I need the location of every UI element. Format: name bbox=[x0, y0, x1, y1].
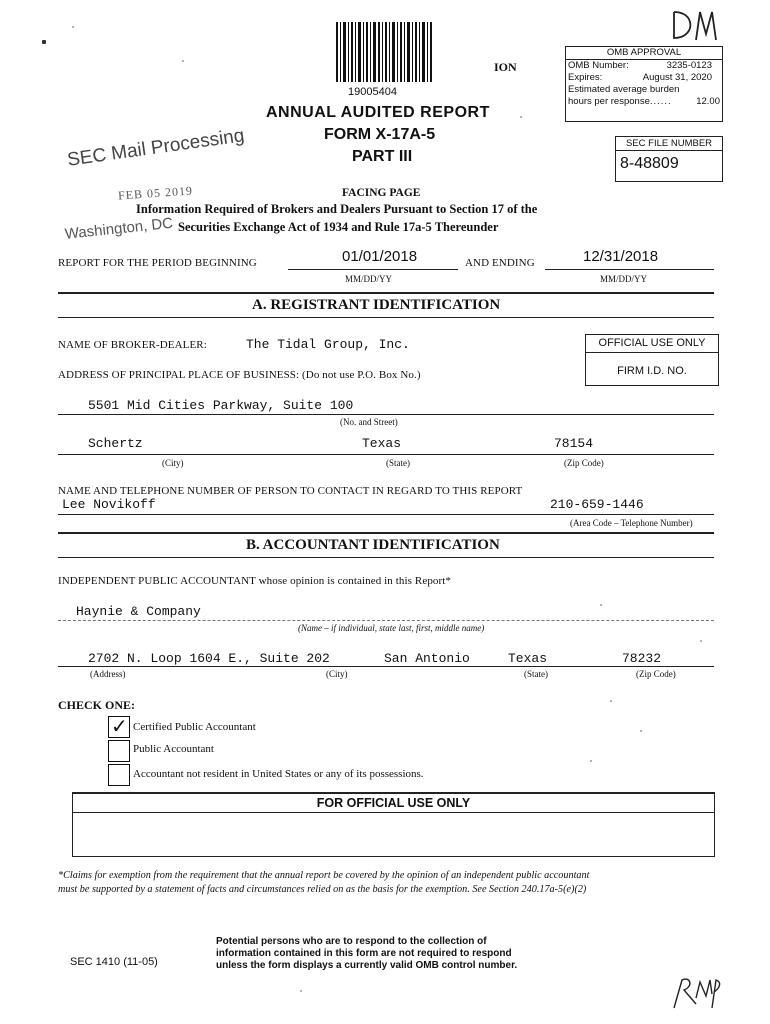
initials-signature-bottom bbox=[668, 968, 726, 1014]
mail-processing-stamp: SEC Mail Processing bbox=[66, 125, 246, 171]
accountant-name-value[interactable]: Haynie & Company bbox=[76, 604, 201, 619]
accountant-label: INDEPENDENT PUBLIC ACCOUNTANT whose opinion is contained in this Report* bbox=[58, 575, 452, 587]
phone-hint: (Area Code – Telephone Number) bbox=[570, 518, 693, 528]
accountant-state-value[interactable]: Texas bbox=[508, 651, 548, 666]
official-use-label: OFFICIAL USE ONLY bbox=[586, 335, 718, 353]
omb-notice-line2: information contained in this form are not required to respond bbox=[216, 948, 512, 959]
footnote-line1: *Claims for exemption from the requirement that the annual report be covered by the opinion of an independent public accountant bbox=[58, 870, 590, 881]
omb-number-value: 3235-0123 bbox=[666, 60, 712, 71]
omb-burden-line1: Estimated average burden bbox=[568, 84, 680, 95]
omb-approval-box: OMB APPROVAL OMB Number: 3235-0123 Expires: August 31, 2020 Estimated average burden hours per response...... 12.00 bbox=[565, 46, 723, 122]
accountant-city-value[interactable]: San Antonio bbox=[384, 651, 470, 666]
street-hint: (No. and Street) bbox=[340, 417, 398, 427]
footnote-line2: must be supported by a statement of facts and circumstances relied on as the basis for the exemption. See Section 240.17a-5(e)(2) bbox=[58, 884, 587, 895]
state-hint: (State) bbox=[386, 458, 410, 468]
option-certified-public-accountant: Certified Public Accountant bbox=[133, 721, 256, 733]
form-part: PART III bbox=[352, 148, 413, 165]
omb-burden-line2: hours per response bbox=[568, 96, 650, 107]
omb-notice-line1: Potential persons who are to respond to the collection of bbox=[216, 936, 487, 947]
omb-expires-label: Expires: bbox=[568, 72, 603, 83]
section-a-title: A. REGISTRANT IDENTIFICATION bbox=[252, 297, 501, 313]
city-hint: (City) bbox=[162, 458, 184, 468]
accountant-address-hint: (Address) bbox=[90, 669, 126, 679]
contact-name-value[interactable]: Lee Novikoff bbox=[62, 497, 156, 512]
ion-fragment: ION bbox=[494, 60, 517, 74]
omb-title: OMB APPROVAL bbox=[566, 47, 722, 60]
period-begin-hint: MM/DD/YY bbox=[345, 274, 393, 284]
handwritten-initials-bottom bbox=[668, 968, 726, 1019]
sec-file-label: SEC FILE NUMBER bbox=[616, 137, 722, 151]
period-begin-value[interactable]: 01/01/2018 bbox=[342, 248, 418, 265]
barcode bbox=[336, 22, 434, 82]
city-value[interactable]: Schertz bbox=[88, 436, 143, 451]
contact-phone-value[interactable]: 210-659-1446 bbox=[550, 497, 644, 512]
accountant-zip-hint: (Zip Code) bbox=[636, 669, 676, 679]
zip-value[interactable]: 78154 bbox=[554, 436, 594, 451]
checkbox-public-accountant[interactable] bbox=[108, 740, 130, 762]
omb-burden-value: 12.00 bbox=[696, 96, 720, 107]
check-one-label: CHECK ONE: bbox=[58, 698, 136, 712]
official-use-only-box bbox=[585, 334, 719, 386]
barcode-number: 19005404 bbox=[348, 86, 397, 98]
accountant-zip-value[interactable]: 78232 bbox=[622, 651, 662, 666]
zip-hint: (Zip Code) bbox=[564, 458, 604, 468]
omb-number-label: OMB Number: bbox=[568, 60, 629, 71]
sec-file-number-box bbox=[615, 136, 723, 182]
form-id: SEC 1410 (11-05) bbox=[70, 956, 158, 968]
state-value[interactable]: Texas bbox=[362, 436, 402, 451]
omb-expires-value: August 31, 2020 bbox=[642, 72, 712, 83]
accountant-address-value[interactable]: 2702 N. Loop 1604 E., Suite 202 bbox=[88, 651, 330, 666]
accountant-city-hint: (City) bbox=[326, 669, 348, 679]
firm-id-label: FIRM I.D. NO. bbox=[617, 365, 687, 377]
option-nonresident-accountant: Accountant not resident in United States or any of its possessions. bbox=[133, 768, 424, 780]
barcode-graphic bbox=[336, 22, 434, 82]
form-title: FORM X-17A-5 bbox=[324, 126, 436, 143]
contact-label: NAME AND TELEPHONE NUMBER OF PERSON TO CONTACT IN REGARD TO THIS REPORT bbox=[58, 485, 523, 497]
accountant-state-hint: (State) bbox=[524, 669, 548, 679]
omb-notice-line3: unless the form displays a currently valid OMB control number. bbox=[216, 960, 518, 971]
checkbox-nonresident-accountant[interactable] bbox=[108, 764, 130, 786]
facing-line1: Information Required of Brokers and Dealers Pursuant to Section 17 of the bbox=[136, 202, 538, 216]
period-end-hint: MM/DD/YY bbox=[600, 274, 648, 284]
broker-name-label: NAME OF BROKER-DEALER: bbox=[58, 339, 207, 351]
period-end-label: AND ENDING bbox=[465, 257, 535, 269]
report-title: ANNUAL AUDITED REPORT bbox=[266, 104, 490, 121]
official-use-box-title: FOR OFFICIAL USE ONLY bbox=[73, 794, 714, 813]
address-label: ADDRESS OF PRINCIPAL PLACE OF BUSINESS: (Do not use P.O. Box No.) bbox=[58, 369, 421, 381]
street-value[interactable]: 5501 Mid Cities Parkway, Suite 100 bbox=[88, 398, 354, 413]
stamp-date: FEB 05 2019 bbox=[117, 183, 194, 203]
stamp-city: Washington, DC bbox=[64, 214, 174, 243]
period-end-value[interactable]: 12/31/2018 bbox=[583, 248, 659, 265]
facing-line2: Securities Exchange Act of 1934 and Rule 17a-5 Thereunder bbox=[178, 220, 499, 234]
accountant-name-hint: (Name – if individual, state last, first, middle name) bbox=[298, 623, 485, 633]
broker-name-value[interactable]: The Tidal Group, Inc. bbox=[246, 337, 410, 352]
initials-signature bbox=[668, 4, 724, 46]
period-begin-label: REPORT FOR THE PERIOD BEGINNING bbox=[58, 257, 257, 269]
facing-page-title: FACING PAGE bbox=[342, 187, 421, 199]
check-mark-icon: ✓ bbox=[111, 714, 128, 738]
official-use-box bbox=[72, 792, 715, 857]
handwritten-initials bbox=[668, 4, 724, 51]
checkbox-certified-public-accountant[interactable] bbox=[108, 716, 130, 738]
sec-file-value: 8-48809 bbox=[620, 155, 679, 172]
section-b-title: B. ACCOUNTANT IDENTIFICATION bbox=[246, 537, 500, 553]
option-public-accountant: Public Accountant bbox=[133, 743, 214, 755]
